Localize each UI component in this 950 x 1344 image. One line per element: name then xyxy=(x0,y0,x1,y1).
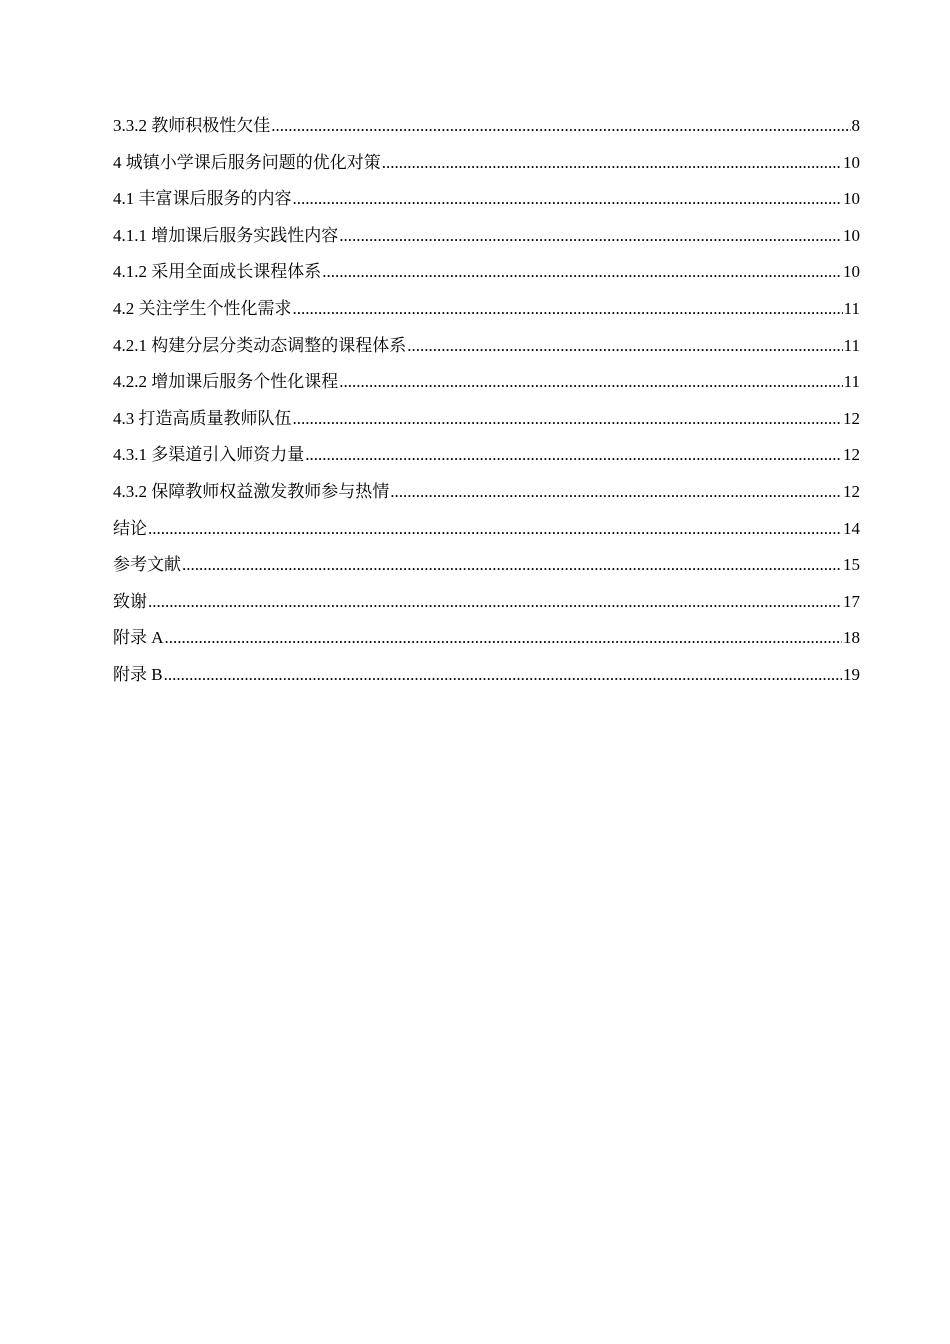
toc-entry-title: 4.1.2 采用全面成长课程体系 xyxy=(113,262,322,282)
toc-page-number: 11 xyxy=(843,298,860,318)
toc-dot-leader xyxy=(164,663,842,687)
toc-page-number: 14 xyxy=(843,518,860,538)
toc-entry-title: 参考文献 xyxy=(113,555,181,575)
toc-dot-leader xyxy=(182,553,842,577)
toc-dot-leader xyxy=(293,407,843,431)
toc-entry-title: 3.3.2 教师积极性欠佳 xyxy=(113,116,271,135)
toc-entry[interactable] xyxy=(113,480,860,517)
toc-page-number: 10 xyxy=(843,225,860,245)
table-of-contents xyxy=(113,114,860,700)
toc-dot-leader xyxy=(148,517,842,541)
toc-entry[interactable] xyxy=(113,553,860,590)
toc-dot-leader xyxy=(339,224,842,248)
toc-page-number: 10 xyxy=(843,262,860,282)
toc-entry-title: 4.3.2 保障教师权益激发教师参与热情 xyxy=(113,481,390,501)
toc-page-number: 12 xyxy=(843,445,860,465)
toc-entry[interactable] xyxy=(113,590,860,627)
toc-entry-title: 4.2 关注学生个性化需求 xyxy=(113,298,292,318)
toc-entry[interactable] xyxy=(113,517,860,554)
toc-entry[interactable] xyxy=(113,663,860,700)
toc-entry[interactable] xyxy=(113,626,860,663)
toc-entry-title: 4.1 丰富课后服务的内容 xyxy=(113,189,292,209)
toc-page-number: 12 xyxy=(843,408,860,428)
toc-entry[interactable] xyxy=(113,443,860,480)
toc-entry[interactable] xyxy=(113,370,860,407)
toc-entry-title: 4 城镇小学课后服务问题的优化对策 xyxy=(113,152,381,172)
toc-dot-leader xyxy=(339,370,842,394)
toc-entry-title: 附录 B xyxy=(113,664,163,684)
toc-page-number: 11 xyxy=(843,335,860,355)
toc-page-number: 17 xyxy=(843,591,860,611)
toc-entry-title: 4.3 打造高质量教师队伍 xyxy=(113,408,292,428)
toc-entry[interactable] xyxy=(113,407,860,444)
toc-dot-leader xyxy=(165,626,842,650)
toc-entry[interactable] xyxy=(113,187,860,224)
toc-dot-leader xyxy=(148,590,842,614)
toc-dot-leader xyxy=(293,297,843,321)
toc-page-number: 18 xyxy=(843,628,860,648)
toc-entry[interactable] xyxy=(113,114,860,151)
toc-page-number: 11 xyxy=(843,372,860,392)
toc-page-number: 10 xyxy=(843,189,860,209)
toc-entry[interactable] xyxy=(113,297,860,334)
toc-dot-leader xyxy=(293,187,843,211)
toc-dot-leader xyxy=(390,480,842,504)
toc-page-number: 19 xyxy=(843,664,860,684)
toc-entry[interactable] xyxy=(113,151,860,188)
toc-entry-title: 4.2.1 构建分层分类动态调整的课程体系 xyxy=(113,335,407,355)
toc-entry[interactable] xyxy=(113,260,860,297)
toc-entry-title: 4.2.2 增加课后服务个性化课程 xyxy=(113,372,339,392)
toc-dot-leader xyxy=(305,443,842,467)
toc-entry-title: 致谢 xyxy=(113,591,147,611)
toc-entry-title: 4.3.1 多渠道引入师资力量 xyxy=(113,445,305,465)
toc-entry-title: 结论 xyxy=(113,518,147,538)
toc-entry[interactable] xyxy=(113,334,860,371)
toc-page-number: 15 xyxy=(843,555,860,575)
toc-page-number: 10 xyxy=(843,152,860,172)
toc-dot-leader xyxy=(382,151,842,175)
toc-dot-leader xyxy=(322,260,842,284)
toc-entry[interactable] xyxy=(113,224,860,261)
toc-dot-leader xyxy=(407,334,842,358)
toc-entry-title: 4.1.1 增加课后服务实践性内容 xyxy=(113,225,339,245)
toc-entry-title: 附录 A xyxy=(113,628,164,648)
toc-page-number: 8 xyxy=(851,116,860,135)
toc-dot-leader xyxy=(271,114,850,138)
toc-page-number: 12 xyxy=(843,481,860,501)
